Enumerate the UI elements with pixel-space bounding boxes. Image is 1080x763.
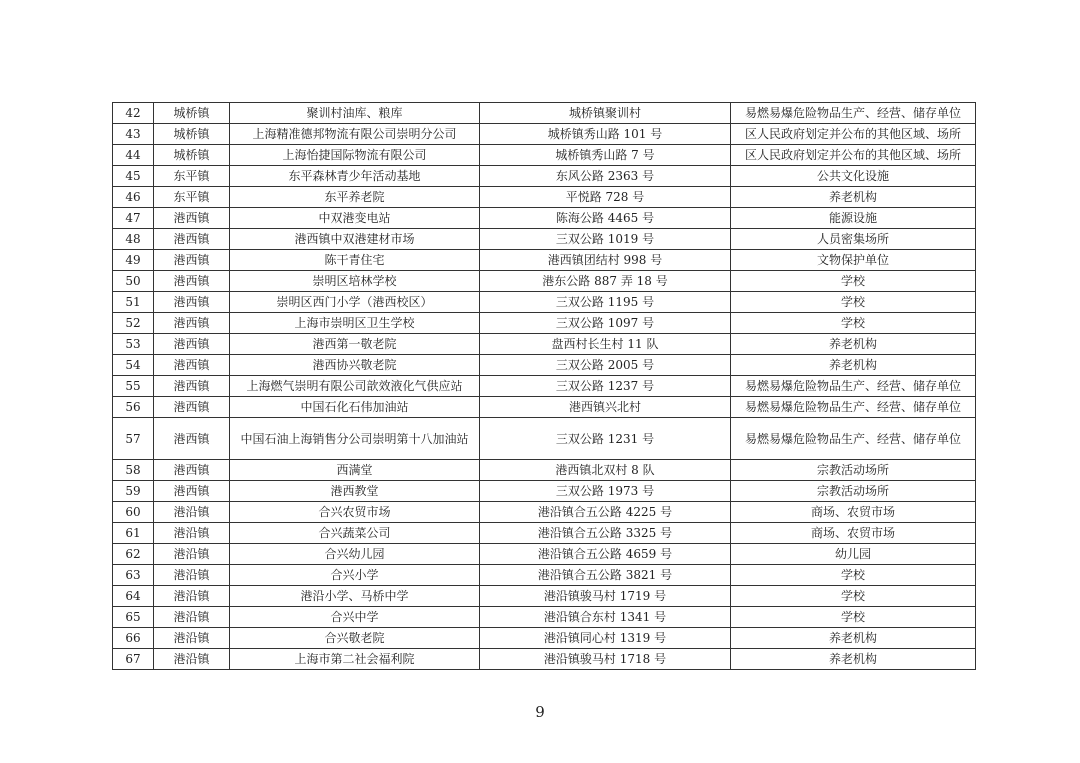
- address-cell: 三双公路 2005 号: [480, 355, 731, 376]
- facility-name-cell: 港西协兴敬老院: [230, 355, 480, 376]
- address-cell: 港沿镇合五公路 4659 号: [480, 544, 731, 565]
- town-cell: 港沿镇: [154, 502, 230, 523]
- table-row: [113, 586, 976, 607]
- address-cell: 港沿镇合五公路 3821 号: [480, 565, 731, 586]
- table-row: [113, 649, 976, 670]
- town-cell: 港西镇: [154, 229, 230, 250]
- facility-name-cell: 上海精准德邦物流有限公司崇明分公司: [230, 124, 480, 145]
- facility-name-cell: 西满堂: [230, 460, 480, 481]
- table-row: [113, 397, 976, 418]
- town-cell: 港沿镇: [154, 523, 230, 544]
- category-cell: 宗教活动场所: [731, 481, 976, 502]
- table-row: [113, 355, 976, 376]
- row-number-cell: 49: [113, 250, 154, 271]
- row-number-cell: 42: [113, 103, 154, 124]
- row-number-cell: 48: [113, 229, 154, 250]
- facility-name-cell: 合兴蔬菜公司: [230, 523, 480, 544]
- facility-name-cell: 崇明区西门小学（港西校区）: [230, 292, 480, 313]
- address-cell: 三双公路 1019 号: [480, 229, 731, 250]
- table-row: [113, 523, 976, 544]
- facility-name-cell: 合兴敬老院: [230, 628, 480, 649]
- table-row: [113, 313, 976, 334]
- facility-name-cell: 东平养老院: [230, 187, 480, 208]
- table-row: [113, 124, 976, 145]
- table-row: [113, 628, 976, 649]
- table-row: [113, 544, 976, 565]
- row-number-cell: 63: [113, 565, 154, 586]
- facility-name-cell: 陈干青住宅: [230, 250, 480, 271]
- row-number-cell: 65: [113, 607, 154, 628]
- facility-name-cell: 港西第一敬老院: [230, 334, 480, 355]
- row-number-cell: 59: [113, 481, 154, 502]
- address-cell: 城桥镇秀山路 7 号: [480, 145, 731, 166]
- category-cell: 商场、农贸市场: [731, 523, 976, 544]
- facility-name-cell: 中国石油上海销售分公司崇明第十八加油站: [230, 418, 480, 460]
- table-row: [113, 565, 976, 586]
- facility-name-cell: 港沿小学、马桥中学: [230, 586, 480, 607]
- town-cell: 港沿镇: [154, 586, 230, 607]
- town-cell: 港西镇: [154, 460, 230, 481]
- row-number-cell: 66: [113, 628, 154, 649]
- category-cell: 养老机构: [731, 355, 976, 376]
- category-cell: 能源设施: [731, 208, 976, 229]
- table-row: [113, 460, 976, 481]
- table-row: [113, 187, 976, 208]
- facility-name-cell: 合兴中学: [230, 607, 480, 628]
- row-number-cell: 58: [113, 460, 154, 481]
- table-row: [113, 271, 976, 292]
- facility-name-cell: 聚训村油库、粮库: [230, 103, 480, 124]
- facility-name-cell: 合兴幼儿园: [230, 544, 480, 565]
- category-cell: 养老机构: [731, 628, 976, 649]
- table-row: [113, 481, 976, 502]
- town-cell: 港西镇: [154, 208, 230, 229]
- address-cell: 港沿镇骏马村 1719 号: [480, 586, 731, 607]
- address-cell: 港东公路 887 弄 18 号: [480, 271, 731, 292]
- table-row: [113, 607, 976, 628]
- address-cell: 盘西村长生村 11 队: [480, 334, 731, 355]
- town-cell: 城桥镇: [154, 103, 230, 124]
- table-row: [113, 250, 976, 271]
- address-cell: 三双公路 1237 号: [480, 376, 731, 397]
- town-cell: 东平镇: [154, 187, 230, 208]
- category-cell: 学校: [731, 565, 976, 586]
- row-number-cell: 45: [113, 166, 154, 187]
- table-row: [113, 208, 976, 229]
- category-cell: 区人民政府划定并公布的其他区域、场所: [731, 124, 976, 145]
- town-cell: 港西镇: [154, 376, 230, 397]
- town-cell: 港沿镇: [154, 649, 230, 670]
- table-row: [113, 334, 976, 355]
- category-cell: 学校: [731, 586, 976, 607]
- address-cell: 港沿镇合东村 1341 号: [480, 607, 731, 628]
- table-row: [113, 166, 976, 187]
- row-number-cell: 55: [113, 376, 154, 397]
- town-cell: 港沿镇: [154, 565, 230, 586]
- town-cell: 港沿镇: [154, 628, 230, 649]
- address-cell: 平悦路 728 号: [480, 187, 731, 208]
- town-cell: 港西镇: [154, 481, 230, 502]
- address-cell: 港沿镇同心村 1319 号: [480, 628, 731, 649]
- category-cell: 易燃易爆危险物品生产、经营、储存单位: [731, 397, 976, 418]
- table-row: [113, 103, 976, 124]
- address-cell: 港西镇北双村 8 队: [480, 460, 731, 481]
- facility-name-cell: 中国石化石伟加油站: [230, 397, 480, 418]
- address-cell: 城桥镇聚训村: [480, 103, 731, 124]
- address-cell: 东风公路 2363 号: [480, 166, 731, 187]
- page-number: 9: [535, 703, 545, 721]
- row-number-cell: 62: [113, 544, 154, 565]
- table-row: [113, 292, 976, 313]
- category-cell: 区人民政府划定并公布的其他区域、场所: [731, 145, 976, 166]
- row-number-cell: 67: [113, 649, 154, 670]
- table-row: [113, 376, 976, 397]
- address-cell: 港西镇团结村 998 号: [480, 250, 731, 271]
- facility-name-cell: 中双港变电站: [230, 208, 480, 229]
- row-number-cell: 54: [113, 355, 154, 376]
- town-cell: 港沿镇: [154, 607, 230, 628]
- address-cell: 港沿镇合五公路 4225 号: [480, 502, 731, 523]
- table-row: [113, 145, 976, 166]
- town-cell: 东平镇: [154, 166, 230, 187]
- address-cell: 港沿镇合五公路 3325 号: [480, 523, 731, 544]
- row-number-cell: 47: [113, 208, 154, 229]
- row-number-cell: 46: [113, 187, 154, 208]
- facility-name-cell: 港西镇中双港建材市场: [230, 229, 480, 250]
- row-number-cell: 50: [113, 271, 154, 292]
- town-cell: 港西镇: [154, 250, 230, 271]
- town-cell: 港西镇: [154, 355, 230, 376]
- category-cell: 学校: [731, 313, 976, 334]
- row-number-cell: 64: [113, 586, 154, 607]
- town-cell: 港沿镇: [154, 544, 230, 565]
- category-cell: 养老机构: [731, 187, 976, 208]
- row-number-cell: 44: [113, 145, 154, 166]
- facility-name-cell: 崇明区培林学校: [230, 271, 480, 292]
- category-cell: 幼儿园: [731, 544, 976, 565]
- row-number-cell: 43: [113, 124, 154, 145]
- category-cell: 养老机构: [731, 649, 976, 670]
- facility-name-cell: 上海怡捷国际物流有限公司: [230, 145, 480, 166]
- category-cell: 学校: [731, 607, 976, 628]
- address-cell: 三双公路 1195 号: [480, 292, 731, 313]
- address-cell: 三双公路 1097 号: [480, 313, 731, 334]
- town-cell: 港西镇: [154, 292, 230, 313]
- category-cell: 养老机构: [731, 334, 976, 355]
- category-cell: 公共文化设施: [731, 166, 976, 187]
- town-cell: 港西镇: [154, 418, 230, 460]
- category-cell: 文物保护单位: [731, 250, 976, 271]
- facility-name-cell: 上海燃气崇明有限公司歆效液化气供应站: [230, 376, 480, 397]
- table-row: [113, 418, 976, 460]
- row-number-cell: 56: [113, 397, 154, 418]
- town-cell: 港西镇: [154, 397, 230, 418]
- town-cell: 城桥镇: [154, 124, 230, 145]
- row-number-cell: 53: [113, 334, 154, 355]
- facility-name-cell: 上海市崇明区卫生学校: [230, 313, 480, 334]
- category-cell: 商场、农贸市场: [731, 502, 976, 523]
- category-cell: 易燃易爆危险物品生产、经营、储存单位: [731, 103, 976, 124]
- facility-name-cell: 合兴小学: [230, 565, 480, 586]
- row-number-cell: 57: [113, 418, 154, 460]
- category-cell: 易燃易爆危险物品生产、经营、储存单位: [731, 418, 976, 460]
- row-number-cell: 61: [113, 523, 154, 544]
- town-cell: 城桥镇: [154, 145, 230, 166]
- table-row: [113, 229, 976, 250]
- town-cell: 港西镇: [154, 313, 230, 334]
- category-cell: 宗教活动场所: [731, 460, 976, 481]
- facility-name-cell: 东平森林青少年活动基地: [230, 166, 480, 187]
- row-number-cell: 52: [113, 313, 154, 334]
- town-cell: 港西镇: [154, 271, 230, 292]
- row-number-cell: 51: [113, 292, 154, 313]
- facility-name-cell: 上海市第二社会福利院: [230, 649, 480, 670]
- facility-table: [112, 102, 976, 670]
- facility-name-cell: 港西教堂: [230, 481, 480, 502]
- address-cell: 三双公路 1973 号: [480, 481, 731, 502]
- table-row: [113, 502, 976, 523]
- category-cell: 学校: [731, 292, 976, 313]
- address-cell: 港沿镇骏马村 1718 号: [480, 649, 731, 670]
- category-cell: 人员密集场所: [731, 229, 976, 250]
- row-number-cell: 60: [113, 502, 154, 523]
- address-cell: 陈海公路 4465 号: [480, 208, 731, 229]
- address-cell: 城桥镇秀山路 101 号: [480, 124, 731, 145]
- facility-name-cell: 合兴农贸市场: [230, 502, 480, 523]
- category-cell: 易燃易爆危险物品生产、经营、储存单位: [731, 376, 976, 397]
- address-cell: 港西镇兴北村: [480, 397, 731, 418]
- category-cell: 学校: [731, 271, 976, 292]
- town-cell: 港西镇: [154, 334, 230, 355]
- address-cell: 三双公路 1231 号: [480, 418, 731, 460]
